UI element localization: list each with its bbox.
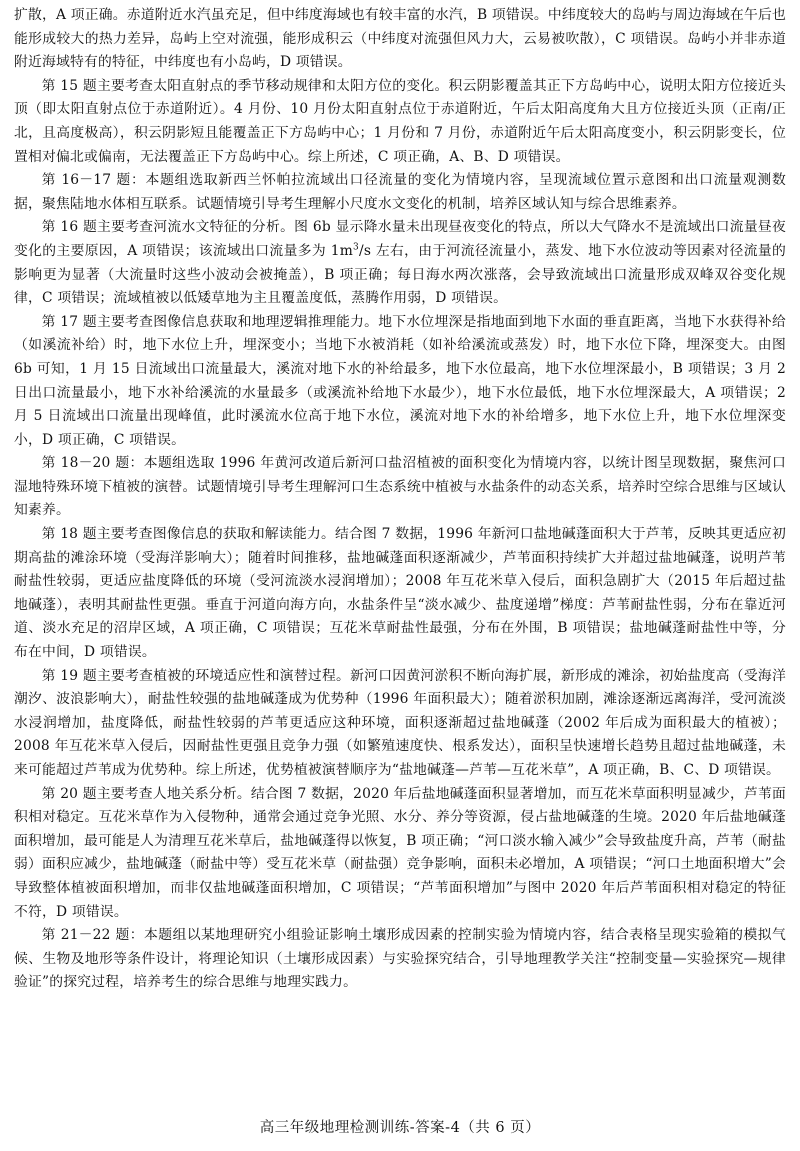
answer-explanation-body bbox=[14, 4, 786, 995]
superscript-cubic: 3 bbox=[353, 242, 359, 253]
paragraph-q16-part1: 第 16 题主要考查河流水文特征的分析。图 6b 显示降水量未出现昼夜变化的特点，所以大气降水不是流域出口流量昼夜变化的主要原因，A 项错误；该流域出口流量多为 1m bbox=[14, 219, 786, 259]
paragraph-q21-22-intro: 第 21－22 题：本题组以某地理研究小组验证影响土壤形成因素的控制实验为情境内容，结合表格呈现实验箱的模拟气候、生物及地形等条件设计，将理论知识（土壤形成因素）与实验探究结合，引导地理教学关注“控制变量—实验探究—规律验证”的探究过程，培养考生的综合思维与地理实践力。 bbox=[14, 927, 786, 991]
paragraph-q20: 第 20 题主要考查人地关系分析。结合图 7 数据，2020 年后盐地碱蓬面积显著增加，而互花米草面积明显减少，芦苇面积相对稳定。互花米草作为入侵物种，通常会通过竞争光照、水分、养分等资源，侵占盐地碱蓬的生境。2020 年后盐地碱蓬面积增加，最可能是人为清理互花米草后，盐地碱蓬得以恢复，B 项正确；“河口淡水输入减少”会导致盐度升高，芦苇（耐盐弱）面积应减少，盐地碱蓬（耐盐中等）受互花米草（耐盐强）竞争影响，面积未必增加，A 项错误；“河口土地面积增大”会导致整体植被面积增加，而非仅盐地碱蓬面积增加，C 项错误；“芦苇面积增加”与图中 2020 年后芦苇面积相对稳定的特征不符，D 项错误。 bbox=[14, 785, 786, 920]
paragraph-q14-continuation: 扩散，A 项正确。赤道附近水汽虽充足，但中纬度海域也有较丰富的水汽，B 项错误。中纬度较大的岛屿与周边海域在午后也能形成较大的热力差异，岛屿上空对流强，能形成积云（中纬度对流强但风力大，云易被吹散），C 项错误。岛屿小并非赤道附近海域特有的特征，中纬度也有小岛屿，D 项错误。 bbox=[14, 7, 786, 71]
paragraph-q18-20-intro: 第 18－20 题：本题组选取 1996 年黄河改道后新河口盐沼植被的面积变化为情境内容，以统计图呈现数据，聚焦河口湿地特殊环境下植被的演替。试题情境引导考生理解河口生态系统中植被与水盐条件的动态关系，培养时空综合思维与区域认知素养。 bbox=[14, 455, 786, 519]
paragraph-q18: 第 18 题主要考查图像信息的获取和解读能力。结合图 7 数据，1996 年新河口盐地碱蓬面积大于芦苇，反映其更适应初期高盐的滩涂环境（受海洋影响大）；随着时间推移，盐地碱蓬面积逐渐减少，芦苇面积持续扩大并超过盐地碱蓬，说明芦苇耐盐性较弱，更适应盐度降低的环境（受河流淡水浸润增加）；2008 年互花米草入侵后，面积急剧扩大（2015 年后超过盐地碱蓬），表明其耐盐性更强。垂直于河道向海方向，水盐条件呈“淡水减少、盐度递增”梯度：芦苇耐盐性弱，分布在靠近河道、淡水充足的沼岸区域，A 项正确，C 项错误；互花米草耐盐性最强，分布在外围，B 项错误；盐地碱蓬耐盐性中等，分布在中间，D 项错误。 bbox=[14, 526, 786, 661]
paragraph-q17: 第 17 题主要考查图像信息获取和地理逻辑推理能力。地下水位埋深是指地面到地下水面的垂直距离，当地下水获得补给（如溪流补给）时，地下水位上升，埋深变小；当地下水被消耗（如补给溪流或蒸发）时，地下水位下降，埋深变大。由图 6b 可知，1 月 15 日流域出口流量最大，溪流对地下水的补给最多，地下水位最高，地下水位埋深最小，B 项错误；3 月 2 日出口流量最小，地下水补给溪流的水量最多（或溪流补给地下水最少），地下水位最低，地下水位埋深最大，A 项错误；2 月 5 日流域出口流量出现峰值，此时溪流水位高于地下水位，溪流对地下水的补给增多，地下水位上升，地下水位埋深变小，D 项正确，C 项错误。 bbox=[14, 313, 786, 448]
paragraph-q16-17-intro: 第 16－17 题：本题组选取新西兰怀帕拉流域出口径流量的变化为情境内容，呈现流域位置示意图和出口流量观测数据，聚焦陆地水体相互联系。试题情境引导考生理解小尺度水文变化的机制，培养区域认知与综合思维素养。 bbox=[14, 172, 786, 212]
paragraph-q16-part2: /s 左右，由于河流径流量小，蒸发、地下水位波动等因素对径流量的影响更为显著（大流量时这些小波动会被掩盖），B 项正确；每日海水两次涨落，会导致流域出口流量形成双峰双谷变化规律，C 项错误；流域植被以低矮草地为主且覆盖度低，蒸腾作用弱，D 项错误。 bbox=[14, 242, 786, 307]
page-footer: 高三年级地理检测训练-答案-4（共 6 页） bbox=[259, 1120, 541, 1136]
paragraph-q19: 第 19 题主要考查植被的环境适应性和演替过程。新河口因黄河淤积不断向海扩展，新形成的滩涂，初始盐度高（受海洋潮汐、波浪影响大），耐盐性较强的盐地碱蓬成为优势种（1996 年面积最大）；随着淤积加剧，滩涂逐渐远离海洋，受河流淡水浸润增加，盐度降低，耐盐性较弱的芦苇更适应这种环境，面积逐渐超过盐地碱蓬（2002 年后成为面积最大的植被）；2008 年互花米草入侵后，因耐盐性更强且竞争力强（如繁殖速度快、根系发达），面积呈快速增长趋势且超过盐地碱蓬，未来可能超过芦苇成为优势种。综上所述，优势植被演替顺序为“盐地碱蓬—芦苇—互花米草”，A 项正确，B、C、D 项错误。 bbox=[14, 667, 786, 778]
paragraph-q16 bbox=[14, 216, 786, 310]
paragraph-q15: 第 15 题主要考查太阳直射点的季节移动规律和太阳方位的变化。积云阴影覆盖其正下方岛屿中心，说明太阳方位接近头顶（即太阳直射点位于赤道附近）。4 月份、10 月份太阳直射点位于赤道附近，午后太阳高度角大且方位接近头顶（正南/正北，且高度极高），积云阴影短且能覆盖正下方岛屿中心；1 月份和 7 月份，赤道附近午后太阳高度变小，积云阴影变长，位置相对偏北或偏南，无法覆盖正下方岛屿中心。综上所述，C 项正确，A、B、D 项错误。 bbox=[14, 77, 786, 165]
